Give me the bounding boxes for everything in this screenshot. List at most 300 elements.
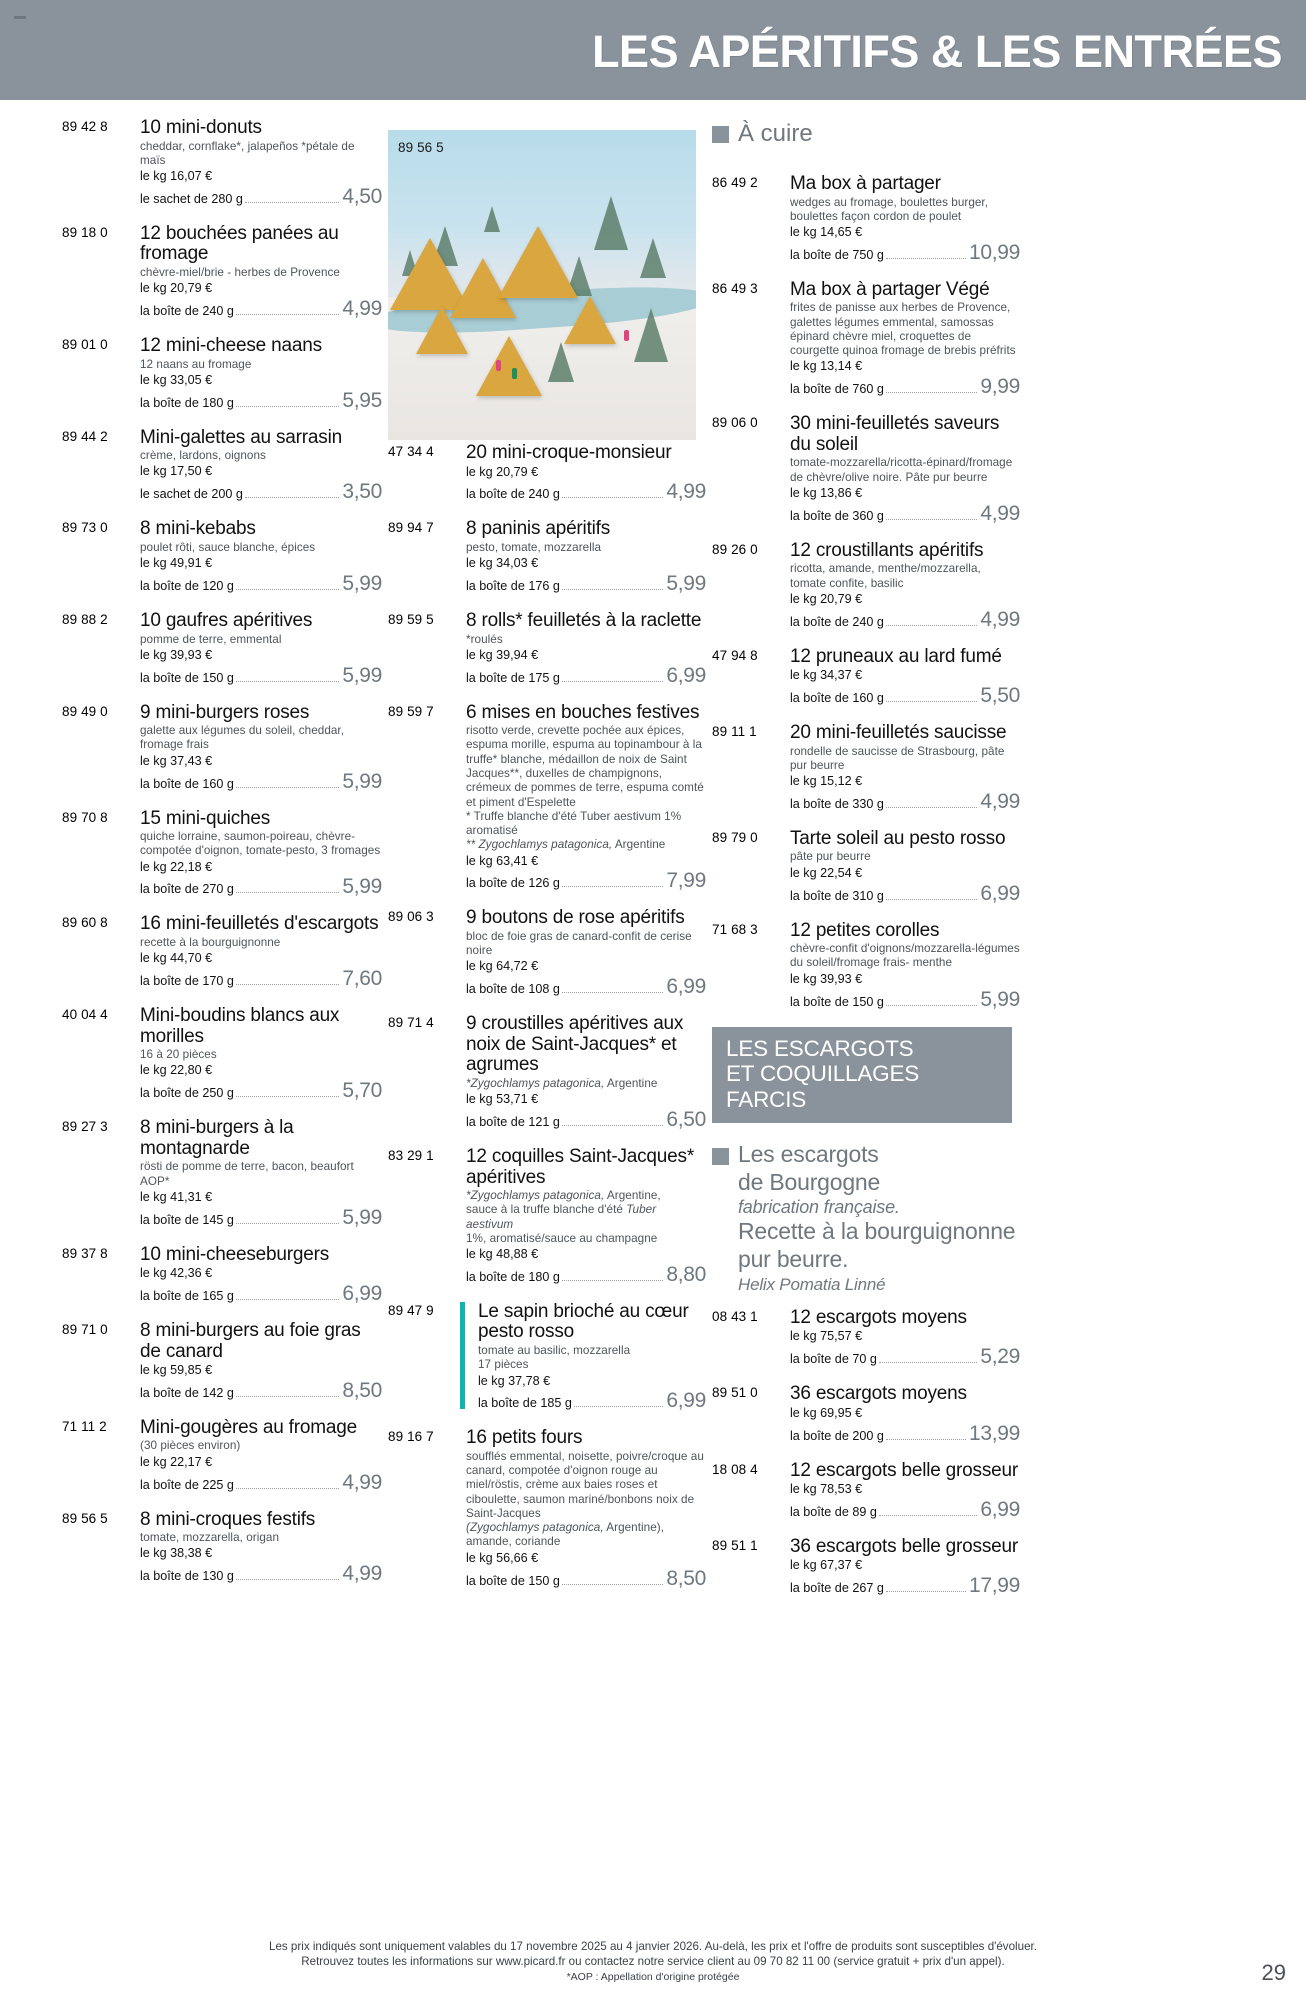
product-name: 8 rolls* feuilletés à la raclette bbox=[466, 610, 702, 632]
escargots-products bbox=[712, 1308, 1020, 1599]
leader-dots bbox=[562, 497, 663, 498]
product-ref: 71 11 2 bbox=[62, 1418, 107, 1434]
product-desc-italic: *Zygochlamys patagonica, Argentine bbox=[466, 1076, 658, 1090]
product-desc: pâte pur beurre bbox=[790, 850, 871, 864]
product-price-per-kg: le kg 42,36 € bbox=[140, 1266, 213, 1281]
product-price: 13,99 bbox=[968, 1421, 1020, 1445]
product-unit: la boîte de 150 g bbox=[790, 994, 884, 1009]
product-item[interactable] bbox=[62, 1118, 382, 1229]
product-price-per-kg: le kg 20,79 € bbox=[466, 464, 539, 479]
product-item[interactable] bbox=[712, 541, 1020, 632]
product-price-per-kg: le kg 39,93 € bbox=[790, 971, 863, 986]
product-unit: la boîte de 121 g bbox=[466, 1115, 560, 1129]
product-price: 5,99 bbox=[342, 875, 382, 899]
product-name: 9 boutons de rose apéritifs bbox=[466, 907, 685, 929]
product-price-row bbox=[466, 869, 706, 893]
fir-tree-icon bbox=[640, 238, 666, 278]
product-price: 3,50 bbox=[342, 480, 382, 504]
product-name: 16 mini-feuilletés d'escargots bbox=[140, 913, 379, 935]
product-price-row bbox=[466, 480, 706, 504]
escargots-intro-text bbox=[738, 1141, 1015, 1295]
product-item[interactable] bbox=[712, 1308, 1020, 1369]
product-name: 30 mini-feuilletés saveurs du soleil bbox=[790, 413, 1000, 455]
leader-dots bbox=[236, 892, 339, 893]
product-item[interactable] bbox=[62, 1006, 382, 1103]
product-price: 4,99 bbox=[342, 1562, 382, 1586]
product-photo bbox=[388, 130, 696, 440]
product-ref: 89 44 2 bbox=[62, 428, 108, 444]
escargots-intro bbox=[712, 1141, 1020, 1295]
escargots-intro-l1: Les escargots bbox=[738, 1141, 879, 1168]
product-desc: 12 naans au fromage bbox=[140, 357, 252, 371]
leader-dots bbox=[562, 589, 663, 590]
leader-dots bbox=[562, 992, 663, 993]
product-price: 5,99 bbox=[980, 987, 1020, 1011]
escargots-intro-l3: fabrication française. bbox=[738, 1196, 900, 1217]
leader-dots bbox=[236, 1396, 339, 1397]
product-unit: la boîte de 330 g bbox=[790, 796, 884, 811]
product-unit: la boîte de 270 g bbox=[140, 882, 234, 897]
product-desc: risotto verde, crevette pochée aux épices, espuma morille, espuma au topinambour à la truffe* blanche, médaillon de noix de Saint Jacques**, duxelles de champignons, crémeux de pommes de terre, espuma comté et piment d'Espelette bbox=[466, 724, 704, 809]
product-item[interactable] bbox=[388, 611, 706, 688]
product-ref: 89 73 0 bbox=[62, 520, 108, 536]
product-name: 12 escargots moyens bbox=[790, 1306, 967, 1328]
product-item[interactable] bbox=[388, 1147, 706, 1287]
product-price: 10,99 bbox=[968, 240, 1020, 264]
product-unit: la boîte de 310 g bbox=[790, 888, 884, 903]
product-desc: chèvre-miel/brie - herbes de Provence bbox=[140, 265, 340, 279]
product-price: 4,99 bbox=[666, 480, 706, 504]
leader-dots bbox=[886, 701, 977, 702]
escargots-intro-l2: de Bourgogne bbox=[738, 1169, 881, 1196]
fir-tree-icon bbox=[634, 308, 668, 362]
product-name: Ma box à partager bbox=[790, 173, 941, 194]
product-price-per-kg: le kg 13,14 € bbox=[790, 359, 863, 374]
product-price-per-kg: le kg 16,07 € bbox=[140, 169, 213, 184]
product-name: 12 bouchées panées au fromage bbox=[140, 222, 339, 265]
product-name: 12 croustillants apéritifs bbox=[790, 539, 984, 561]
product-price-row bbox=[140, 185, 382, 209]
product-price-row bbox=[466, 664, 706, 688]
product-name: 8 mini-croques festifs bbox=[140, 1508, 316, 1530]
product-price-row bbox=[790, 241, 1020, 265]
product-name: 36 escargots moyens bbox=[790, 1383, 967, 1405]
product-price: 5,99 bbox=[666, 572, 706, 596]
product-item[interactable] bbox=[62, 1245, 382, 1306]
product-price: 5,29 bbox=[980, 1345, 1020, 1369]
page-title: LES APÉRITIFS & LES ENTRÉES bbox=[592, 26, 1282, 77]
product-price: 5,95 bbox=[342, 388, 382, 412]
product-price-per-kg: le kg 37,43 € bbox=[140, 753, 213, 768]
leader-dots bbox=[886, 1439, 966, 1440]
product-name: Ma box à partager Végé bbox=[790, 278, 990, 300]
product-unit: la boîte de 267 g bbox=[790, 1581, 884, 1596]
product-name: 12 petites corolles bbox=[790, 919, 940, 941]
product-price-per-kg: le kg 69,95 € bbox=[790, 1405, 863, 1420]
product-ref: 89 94 7 bbox=[388, 520, 434, 536]
product-price-per-kg: le kg 14,65 € bbox=[790, 225, 863, 240]
product-ref: 89 60 8 bbox=[62, 915, 108, 931]
product-unit: la boîte de 89 g bbox=[790, 1504, 877, 1519]
product-ref: 89 51 0 bbox=[712, 1385, 758, 1401]
product-unit: la boîte de 240 g bbox=[140, 304, 234, 319]
escargots-banner-line2: ET COQUILLAGES FARCIS bbox=[726, 1061, 920, 1112]
escargots-intro-l6: Helix Pomatia Linné bbox=[738, 1275, 886, 1295]
product-unit: la boîte de 130 g bbox=[140, 1569, 234, 1584]
product-ref: 89 27 3 bbox=[62, 1119, 108, 1135]
skier-figure-icon bbox=[624, 330, 629, 341]
product-price-row bbox=[466, 975, 706, 999]
product-price-row bbox=[140, 389, 382, 413]
product-unit: la boîte de 750 g bbox=[790, 247, 884, 262]
product-unit: la boîte de 150 g bbox=[466, 1573, 560, 1588]
product-ref: 89 11 1 bbox=[712, 724, 757, 740]
product-price-per-kg: le kg 20,79 € bbox=[790, 591, 863, 606]
leader-dots bbox=[236, 984, 339, 985]
product-item[interactable] bbox=[388, 1302, 706, 1413]
product-price-per-kg: le kg 48,88 € bbox=[466, 1247, 539, 1262]
product-desc: poulet rôti, sauce blanche, épices bbox=[140, 540, 316, 554]
product-item[interactable] bbox=[712, 414, 1020, 525]
leader-dots bbox=[562, 1125, 663, 1126]
product-price-row bbox=[140, 770, 382, 794]
product-item[interactable] bbox=[62, 1418, 382, 1495]
product-item[interactable] bbox=[62, 611, 382, 688]
footer-legal-2: Retrouvez toutes les informations sur www.picard.fr ou contactez notre service client au 09 70 82 11 00 (service gratuit + prix d'un appel). bbox=[301, 1955, 1005, 1969]
product-name: 36 escargots belle grosseur bbox=[790, 1535, 1019, 1557]
product-unit: la boîte de 170 g bbox=[140, 974, 234, 989]
product-price: 4,99 bbox=[980, 501, 1020, 525]
product-price-row bbox=[140, 1562, 382, 1586]
section-a-cuire-label: À cuire bbox=[738, 120, 813, 147]
product-item[interactable] bbox=[62, 809, 382, 900]
product-desc: rondelle de saucisse de Strasbourg, pâte pur beurre bbox=[790, 744, 1005, 772]
page-number: 29 bbox=[1261, 1960, 1286, 1985]
leader-dots bbox=[236, 406, 339, 407]
product-ref: 89 06 3 bbox=[388, 909, 434, 925]
product-item[interactable] bbox=[712, 723, 1020, 814]
product-desc: frites de panisse aux herbes de Provence, galettes légumes emmental, samossas épinard chèvre miel, croquettes de courgette quinoa fromage de brebis préfrits bbox=[790, 301, 1016, 358]
product-item[interactable] bbox=[712, 829, 1020, 906]
leader-dots bbox=[886, 899, 977, 900]
product-price-per-kg: le kg 33,05 € bbox=[140, 372, 213, 387]
product-item[interactable] bbox=[62, 336, 382, 413]
product-name: 12 mini-cheese naans bbox=[140, 335, 322, 357]
product-item[interactable] bbox=[62, 118, 382, 209]
leader-dots bbox=[886, 519, 977, 520]
escargots-banner-line1: LES ESCARGOTS bbox=[726, 1035, 914, 1061]
product-price: 6,99 bbox=[980, 881, 1020, 905]
product-desc: cheddar, cornflake*, jalapeños *pétale de maïs bbox=[140, 139, 355, 167]
product-name: 20 mini-croque-monsieur bbox=[466, 442, 672, 463]
highlight-bar bbox=[460, 1302, 465, 1409]
product-name: Mini-boudins blancs aux morilles bbox=[140, 1005, 340, 1047]
product-item[interactable] bbox=[388, 908, 706, 999]
product-price-per-kg: le kg 34,03 € bbox=[466, 556, 539, 571]
product-item[interactable] bbox=[712, 1384, 1020, 1445]
product-ref: 47 34 4 bbox=[388, 444, 434, 459]
product-ref: 18 08 4 bbox=[712, 1461, 758, 1477]
leader-dots bbox=[236, 1299, 339, 1300]
product-price: 5,99 bbox=[342, 769, 382, 793]
product-name: 6 mises en bouches festives bbox=[466, 701, 700, 723]
product-item[interactable] bbox=[62, 1321, 382, 1403]
product-unit: la boîte de 240 g bbox=[466, 487, 560, 502]
product-price-per-kg: le kg 64,72 € bbox=[466, 959, 539, 974]
product-item[interactable] bbox=[62, 914, 382, 991]
product-price-per-kg: le kg 15,12 € bbox=[790, 774, 863, 789]
product-price-row bbox=[790, 1422, 1020, 1446]
product-desc: ricotta, amande, menthe/mozzarella, tomate confite, basilic bbox=[790, 562, 981, 590]
product-desc: crème, lardons, oignons bbox=[140, 449, 266, 463]
column-2 bbox=[388, 443, 706, 1606]
product-name: 10 gaufres apéritives bbox=[140, 609, 313, 631]
square-icon bbox=[712, 1148, 729, 1165]
product-item[interactable] bbox=[62, 428, 382, 505]
croque-monsieur-shape bbox=[564, 296, 616, 344]
leader-dots bbox=[236, 1223, 339, 1224]
square-icon bbox=[712, 126, 729, 143]
product-item[interactable] bbox=[62, 703, 382, 794]
product-ref: 89 49 0 bbox=[62, 703, 108, 719]
product-desc-3: amande, coriande bbox=[466, 1535, 561, 1549]
photo-product-ref: 89 56 5 bbox=[398, 140, 444, 155]
product-price-per-kg: le kg 63,41 € bbox=[466, 853, 539, 868]
product-desc-2: * Truffe blanche d'été Tuber aestivum 1% aromatisé bbox=[466, 809, 682, 838]
product-name: Mini-gougères au fromage bbox=[140, 1416, 357, 1438]
product-item[interactable] bbox=[712, 280, 1020, 399]
product-price-row bbox=[140, 1471, 382, 1495]
product-item[interactable] bbox=[388, 443, 706, 504]
product-ref: 89 06 0 bbox=[712, 415, 758, 431]
product-item[interactable] bbox=[388, 703, 706, 894]
product-desc: galette aux légumes du soleil, cheddar, fromage frais bbox=[140, 724, 345, 752]
product-ref: 89 47 9 bbox=[388, 1302, 434, 1318]
product-desc: (30 pièces environ) bbox=[140, 1439, 241, 1453]
product-price-row bbox=[790, 608, 1020, 632]
product-name: 8 paninis apéritifs bbox=[466, 518, 611, 540]
escargots-banner bbox=[712, 1027, 1012, 1124]
product-price-per-kg: le kg 22,54 € bbox=[790, 865, 863, 880]
product-item[interactable] bbox=[62, 1510, 382, 1587]
product-price-row bbox=[140, 572, 382, 596]
product-ref: 89 37 8 bbox=[62, 1245, 108, 1261]
product-price: 8,50 bbox=[342, 1378, 382, 1402]
product-desc-3: ** Zygochlamys patagonica, Argentine bbox=[466, 838, 666, 852]
product-unit: la boîte de 108 g bbox=[466, 982, 560, 997]
product-ref: 89 70 8 bbox=[62, 809, 108, 825]
product-name: Mini-galettes au sarrasin bbox=[140, 426, 342, 448]
product-desc: tomate au basilic, mozzarella bbox=[478, 1343, 631, 1357]
product-ref: 83 29 1 bbox=[388, 1148, 434, 1163]
leader-dots bbox=[236, 1488, 339, 1489]
product-price-row bbox=[140, 664, 382, 688]
product-price: 4,99 bbox=[342, 1470, 382, 1494]
product-ref: 89 01 0 bbox=[62, 337, 108, 353]
product-ref: 89 59 7 bbox=[388, 703, 434, 719]
product-price: 4,99 bbox=[980, 789, 1020, 813]
product-price-row bbox=[140, 1206, 382, 1230]
product-price-per-kg: le kg 56,66 € bbox=[466, 1550, 539, 1565]
product-desc: bloc de foie gras de canard-confit de cerise noire bbox=[466, 929, 692, 958]
croque-monsieur-shape bbox=[498, 226, 578, 298]
product-item[interactable] bbox=[712, 921, 1020, 1012]
product-desc: pomme de terre, emmental bbox=[140, 632, 282, 646]
leader-dots bbox=[245, 497, 339, 498]
product-name: 12 pruneaux au lard fumé bbox=[790, 645, 1002, 667]
product-desc: rösti de pomme de terre, bacon, beaufort AOP* bbox=[140, 1160, 354, 1188]
product-unit: la boîte de 180 g bbox=[466, 1269, 560, 1284]
product-ref: 89 71 0 bbox=[62, 1322, 108, 1338]
product-price-per-kg: le kg 39,93 € bbox=[140, 647, 213, 662]
product-price: 6,99 bbox=[666, 975, 706, 999]
product-price: 4,99 bbox=[342, 297, 382, 321]
product-desc-2: 17 pièces bbox=[478, 1358, 529, 1372]
product-unit: la boîte de 160 g bbox=[790, 691, 884, 706]
product-price: 5,99 bbox=[342, 663, 382, 687]
product-item[interactable] bbox=[712, 1537, 1020, 1598]
product-name: 9 mini-burgers roses bbox=[140, 701, 310, 723]
product-price: 5,50 bbox=[980, 684, 1020, 708]
product-unit: la boîte de 360 g bbox=[790, 508, 884, 523]
leader-dots bbox=[879, 1515, 977, 1516]
product-ref: 47 94 8 bbox=[712, 647, 758, 663]
product-price-row bbox=[790, 882, 1020, 906]
product-price-per-kg: le kg 44,70 € bbox=[140, 951, 213, 966]
product-price-per-kg: le kg 39,94 € bbox=[466, 647, 539, 662]
leader-dots bbox=[562, 681, 663, 682]
product-price-row bbox=[140, 297, 382, 321]
product-item[interactable] bbox=[388, 1428, 706, 1590]
product-price-per-kg: le kg 75,57 € bbox=[790, 1329, 863, 1344]
page-footer bbox=[0, 1939, 1306, 1984]
product-desc: recette à la bourguignonne bbox=[140, 935, 281, 949]
product-unit: la boîte de 150 g bbox=[140, 670, 234, 685]
leader-dots bbox=[886, 625, 977, 626]
footer-legal-3: *AOP : Appellation d'origine protégée bbox=[566, 1970, 740, 1983]
product-price-row bbox=[790, 684, 1020, 708]
product-price-per-kg: le kg 67,37 € bbox=[790, 1558, 863, 1573]
product-ref: 89 42 8 bbox=[62, 119, 108, 134]
product-unit: la boîte de 180 g bbox=[140, 395, 234, 410]
product-price: 4,50 bbox=[342, 184, 382, 208]
leader-dots bbox=[886, 392, 977, 393]
product-ref: 89 79 0 bbox=[712, 829, 758, 845]
fir-tree-icon bbox=[548, 342, 574, 382]
product-price-row bbox=[478, 1389, 706, 1413]
product-ref: 89 88 2 bbox=[62, 611, 108, 627]
product-price-row bbox=[140, 1379, 382, 1403]
product-price-per-kg: le kg 37,78 € bbox=[478, 1373, 551, 1388]
product-name: 10 mini-cheeseburgers bbox=[140, 1243, 330, 1265]
product-unit: la boîte de 760 g bbox=[790, 382, 884, 397]
leader-dots bbox=[236, 1579, 339, 1580]
product-name: 16 petits fours bbox=[466, 1427, 583, 1449]
leader-dots bbox=[886, 1005, 977, 1006]
product-unit: la boîte de 142 g bbox=[140, 1385, 234, 1400]
product-price-row bbox=[140, 1282, 382, 1306]
croque-monsieur-shape bbox=[476, 336, 542, 396]
product-unit: la boîte de 225 g bbox=[140, 1477, 234, 1492]
product-name: 15 mini-quiches bbox=[140, 807, 271, 829]
product-item[interactable] bbox=[712, 174, 1020, 265]
product-ref: 71 68 3 bbox=[712, 921, 758, 937]
leader-dots bbox=[562, 886, 663, 887]
skier-figure-icon bbox=[496, 360, 501, 371]
product-desc: *roulés bbox=[466, 632, 503, 646]
product-name: 9 croustilles apéritives aux noix de Saint-Jacques* et agrumes bbox=[466, 1013, 684, 1076]
leader-dots bbox=[886, 807, 977, 808]
product-item[interactable] bbox=[388, 519, 706, 596]
product-price: 6,99 bbox=[342, 1282, 382, 1306]
product-desc: quiche lorraine, saumon-poireau, chèvre-compotée d'oignon, tomate-pesto, 3 fromages bbox=[140, 830, 381, 858]
product-item[interactable] bbox=[712, 647, 1020, 708]
product-price: 8,50 bbox=[666, 1566, 706, 1590]
product-item[interactable] bbox=[62, 224, 382, 321]
product-ref: 89 26 0 bbox=[712, 541, 758, 557]
product-price-per-kg: le kg 34,37 € bbox=[790, 668, 863, 683]
leader-dots bbox=[562, 1584, 663, 1585]
product-price: 6,99 bbox=[666, 663, 706, 687]
product-ref: 89 18 0 bbox=[62, 224, 108, 240]
product-price-per-kg: le kg 13,86 € bbox=[790, 485, 863, 500]
leader-dots bbox=[236, 589, 339, 590]
product-price-per-kg: le kg 53,71 € bbox=[466, 1092, 539, 1107]
product-price: 6,99 bbox=[666, 1389, 706, 1413]
product-desc-2: (Zygochlamys patagonica, Argentine), bbox=[466, 1521, 664, 1535]
leader-dots bbox=[562, 1280, 663, 1281]
product-item[interactable] bbox=[62, 519, 382, 596]
product-price-row bbox=[466, 1567, 706, 1591]
leader-dots bbox=[236, 314, 339, 315]
product-ref: 89 51 1 bbox=[712, 1537, 758, 1553]
product-name: 8 mini-kebabs bbox=[140, 518, 256, 540]
product-ref: 86 49 2 bbox=[712, 175, 758, 190]
product-item[interactable] bbox=[388, 1014, 706, 1132]
product-name: 8 mini-burgers à la montagnarde bbox=[140, 1117, 294, 1159]
product-price: 8,80 bbox=[666, 1262, 706, 1286]
product-price-row bbox=[140, 480, 382, 504]
product-price-row bbox=[790, 1574, 1020, 1598]
product-price: 5,99 bbox=[342, 1205, 382, 1229]
product-price-per-kg: le kg 20,79 € bbox=[140, 281, 213, 296]
product-ref: 08 43 1 bbox=[712, 1308, 758, 1324]
leader-dots bbox=[879, 1362, 977, 1363]
product-price-per-kg: le kg 17,50 € bbox=[140, 464, 213, 479]
leader-dots bbox=[886, 258, 966, 259]
page-header bbox=[0, 0, 1306, 100]
product-price-per-kg: le kg 22,80 € bbox=[140, 1063, 213, 1078]
product-name: 10 mini-donuts bbox=[140, 117, 262, 138]
product-name: 20 mini-feuilletés saucisse bbox=[790, 722, 1007, 744]
product-price-per-kg: le kg 78,53 € bbox=[790, 1482, 863, 1497]
product-price-row bbox=[790, 1498, 1020, 1522]
product-unit: la boîte de 145 g bbox=[140, 1212, 234, 1227]
product-price: 5,70 bbox=[342, 1079, 382, 1103]
product-price: 6,99 bbox=[980, 1497, 1020, 1521]
product-item[interactable] bbox=[712, 1461, 1020, 1522]
product-price-row bbox=[466, 1108, 706, 1132]
footer-legal-1: Les prix indiqués sont uniquement valables du 17 novembre 2025 au 4 janvier 2026. Au-delà, les prix et l'offre de produits sont susceptibles d'évoluer. bbox=[269, 1939, 1037, 1953]
product-price-per-kg: le kg 49,91 € bbox=[140, 556, 213, 571]
product-name: 12 escargots belle grosseur bbox=[790, 1459, 1019, 1481]
product-price-per-kg: le kg 41,31 € bbox=[140, 1189, 213, 1204]
product-name: Le sapin brioché au cœur pesto rosso bbox=[478, 1300, 689, 1343]
croque-monsieur-shape bbox=[416, 306, 468, 354]
escargots-intro-l4: Recette à la bourguignonne bbox=[738, 1218, 1016, 1245]
product-desc: soufflés emmental, noisette, poivre/croque au canard, compotée d'oignon rouge au miel/röstis, crème aux baies roses et ciboulette, saumon mariné/bonbons noix de Saint-Jacques bbox=[466, 1449, 704, 1520]
product-desc: tomate-mozzarella/ricotta-épinard/fromage de chèvre/olive noire. Pâte pur beurre bbox=[790, 456, 1013, 484]
